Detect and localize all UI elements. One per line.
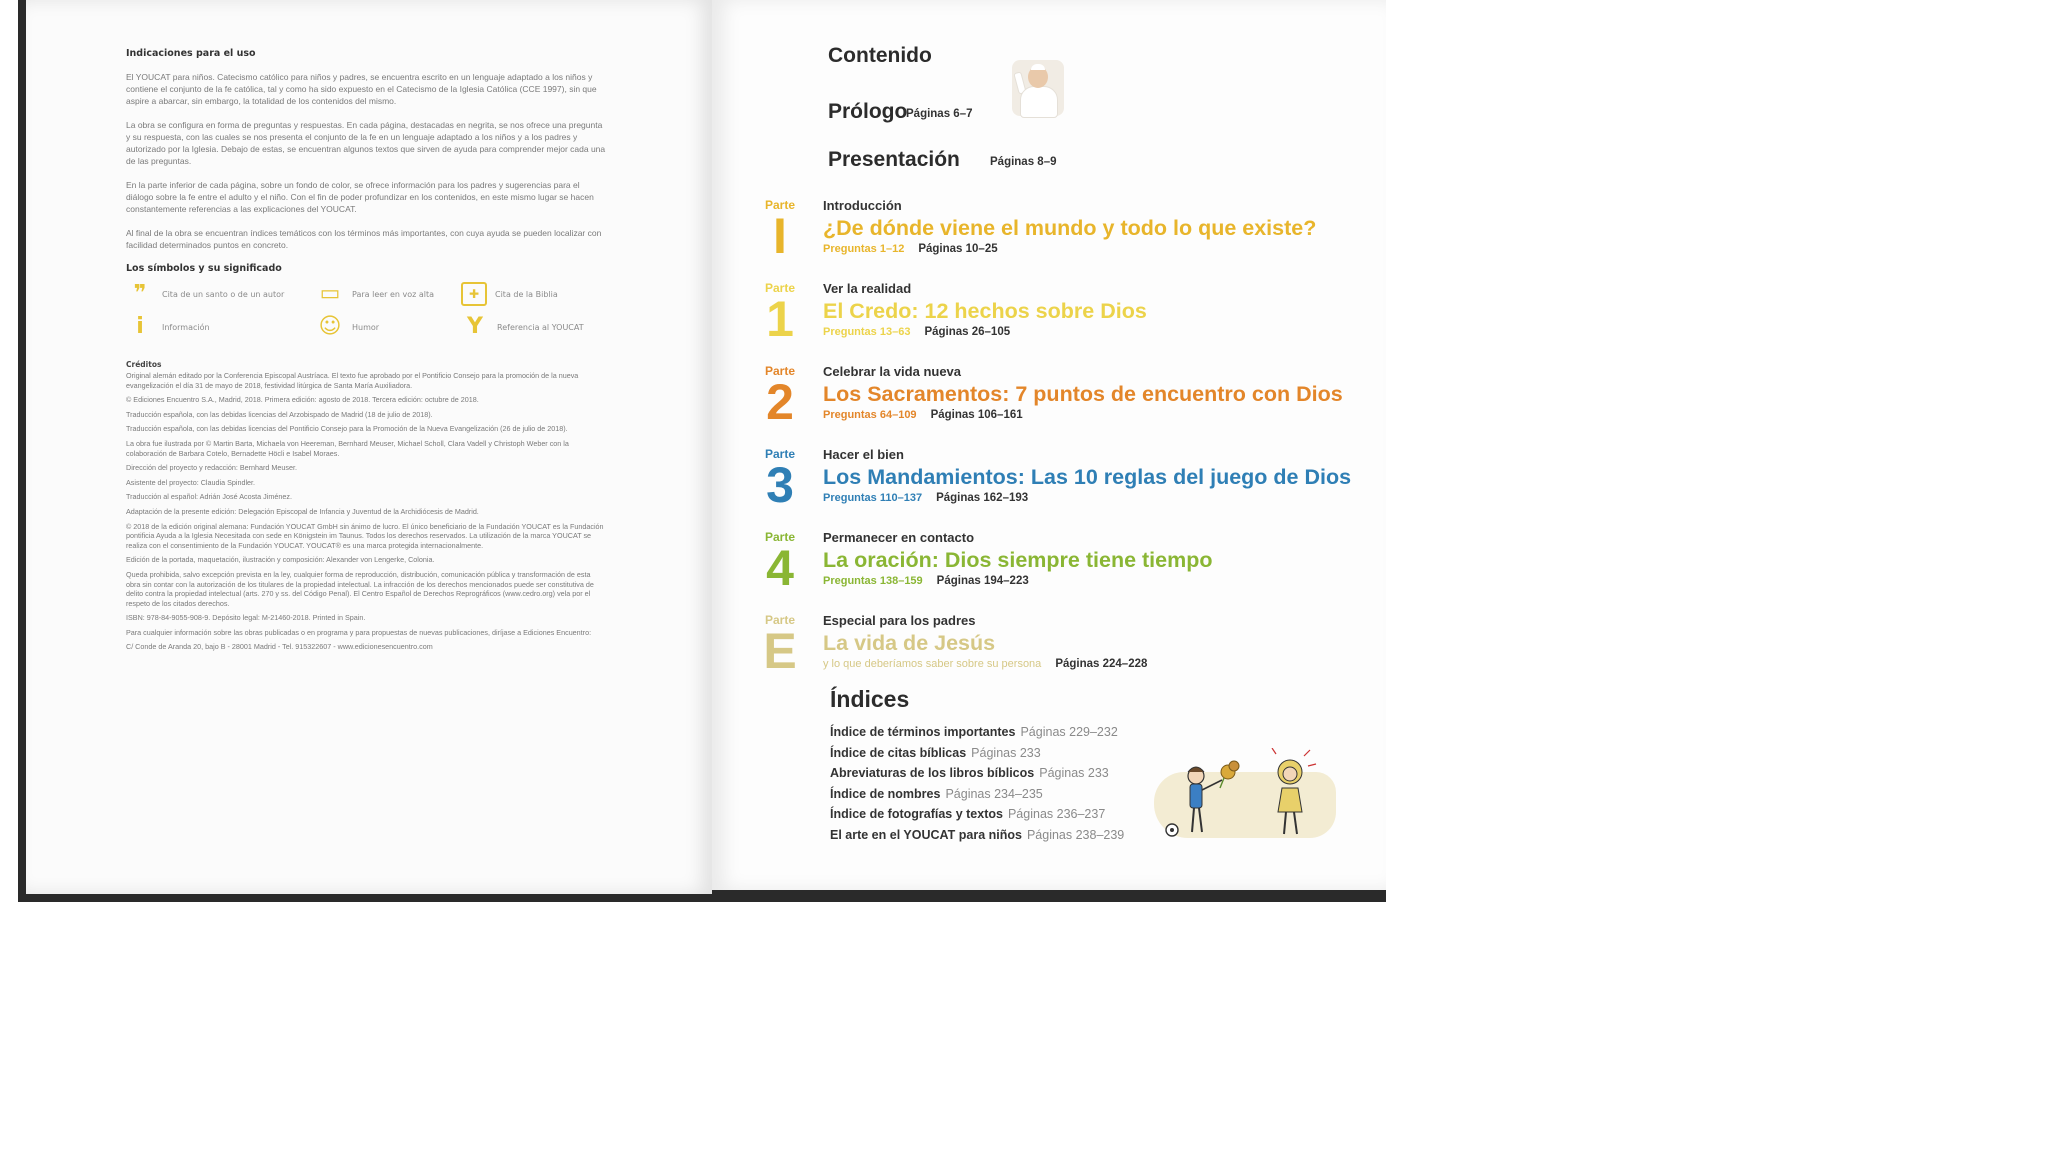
- symbols-title: Los símbolos y su significado: [126, 263, 282, 274]
- index-item[interactable]: [830, 743, 1124, 764]
- index-pages: Páginas 234–235: [945, 786, 1043, 801]
- part-entry[interactable]: [760, 198, 1380, 278]
- credits-line: Queda prohibida, salvo excepción prevista en la ley, cualquier forma de reproducción, distribución, comunicación pública y transformación de esta obra sin contar con la autorización de los titulares de la propiedad intelectual. La infracción de los derechos mencionados puede ser constitutiva de delito contra la propiedad intelectual (arts. 270 y ss. del Código Penal). El Centro Español de Derechos Reprográficos (www.cedro.org) vela por el respeto de los citados derechos.: [126, 569, 594, 608]
- index-name: Índice de fotografías y textos: [830, 807, 1003, 821]
- credits-line: Asistente del proyecto: Claudia Spindler.: [126, 477, 256, 487]
- presentation-title[interactable]: Presentación: [828, 148, 960, 171]
- credits-line: Edición de la portada, maquetación, ilustración y composición: Alexander von Lengerke, Colonia.: [126, 555, 435, 565]
- part-questions: Preguntas 110–137: [823, 492, 923, 504]
- index-pages: Páginas 236–237: [1007, 807, 1106, 821]
- index-pages: Páginas 238–239: [1026, 827, 1125, 842]
- part-number: E: [763, 623, 797, 679]
- credits-line: Adaptación de la presente edición: Delegación Episcopal de Infancia y Juventud de la Archidiócesis de Madrid.: [126, 506, 479, 516]
- index-name: El arte en el YOUCAT para niños: [830, 827, 1022, 842]
- part-number: 4: [766, 540, 794, 596]
- symbol-label: Cita de la Biblia: [495, 289, 558, 299]
- usage-paragraph: Al final de la obra se encuentran índices temáticos con los términos más importantes, con cuya ayuda se pueden localizar con facilidad determinados puntos en concreto.: [126, 228, 602, 250]
- presentation-pages: Páginas 8–9: [990, 156, 1057, 168]
- symbol-label: Cita de un santo o de un autor: [162, 289, 285, 299]
- symbol-item: [316, 316, 461, 338]
- part-entry[interactable]: [760, 530, 1380, 610]
- part-pages: Páginas 26–105: [924, 326, 1011, 338]
- kids-illustration: [1144, 748, 1340, 842]
- credits-title: Créditos: [126, 360, 162, 369]
- credits-line: Traducción española, con las debidas licencias del Arzobispado de Madrid (18 de julio de 2018).: [126, 409, 433, 419]
- index-name: Índice de citas bíblicas: [830, 745, 967, 760]
- part-number: 3: [766, 457, 794, 513]
- bible-icon: ✚: [461, 282, 487, 306]
- index-pages: Páginas 229–232: [1020, 725, 1118, 739]
- credits-line: © Ediciones Encuentro S.A., Madrid, 2018. Primera edición: agosto de 2018. Tercera edición: octubre de 2018.: [126, 395, 479, 405]
- usage-notes: [126, 48, 606, 657]
- pope-photo: [1012, 60, 1064, 116]
- part-label: Parte: [764, 530, 796, 544]
- indices-list: [830, 722, 1124, 845]
- symbol-label: Para leer en voz alta: [352, 289, 435, 299]
- part-questions: Preguntas 138–159: [823, 575, 923, 587]
- usage-heading: Indicaciones para el uso: [126, 48, 256, 59]
- part-pages: Páginas 224–228: [1055, 658, 1148, 670]
- part-number: I: [773, 208, 787, 264]
- part-title[interactable]: ¿De dónde viene el mundo y todo lo que existe?: [823, 216, 1317, 240]
- part-questions: Preguntas 1–12: [823, 243, 905, 255]
- part-entry[interactable]: [760, 447, 1380, 527]
- index-name: Abreviaturas de los libros bíblicos: [830, 766, 1035, 780]
- credits-line: © 2018 de la edición original alemana: Fundación YOUCAT GmbH sin ánimo de lucro. El único beneficiario de la Fundación YOUCAT es la Fundación pontificia Ayuda a la Iglesia Necesitada con sede en Königstein im Taunus. Todos los derechos reservados. La utilización de la marca YOUCAT se realiza con el consentimiento de la Fundación YOUCAT. YOUCAT® es una marca protegida internacionalmente.: [126, 521, 604, 550]
- symbols-legend: [126, 282, 606, 338]
- left-page: [26, 0, 712, 894]
- humor-icon: ☺: [318, 314, 342, 339]
- part-meta: [823, 243, 998, 255]
- prologue-pages: Páginas 6–7: [906, 108, 973, 120]
- index-item[interactable]: [830, 763, 1124, 784]
- part-title[interactable]: El Credo: 12 hechos sobre Dios: [823, 299, 1147, 323]
- part-pages: Páginas 106–161: [930, 409, 1023, 421]
- symbol-item: [461, 316, 601, 338]
- prologue-title[interactable]: Prólogo: [828, 100, 908, 123]
- part-label: Parte: [764, 447, 796, 461]
- part-subtitle: Celebrar la vida nueva: [823, 364, 962, 379]
- book-spread: [18, 0, 1386, 902]
- usage-paragraph: En la parte inferior de cada página, sobre un fondo de color, se ofrece información para los padres y sugerencias para el diálogo sobre la fe entre el adulto y el niño. Con el fin de poder profundizar en los contenidos, en este mismo lugar se hacen constantemente referencias a las explicaciones del YOUCAT.: [126, 180, 594, 214]
- part-label: Parte: [764, 198, 796, 212]
- symbol-item: [316, 282, 461, 306]
- part-subtitle: Permanecer en contacto: [823, 530, 975, 545]
- right-page: [712, 0, 1386, 890]
- contents-title: Contenido: [828, 44, 932, 67]
- index-item[interactable]: [830, 784, 1124, 805]
- credits-line: Para cualquier información sobre las obras publicadas o en programa y para propuestas de nuevas publicaciones, diríjase a Ediciones Encuentro:: [126, 627, 592, 637]
- book-icon: ▭: [319, 281, 341, 306]
- part-title[interactable]: La vida de Jesús: [823, 631, 996, 655]
- symbol-item: [126, 316, 316, 338]
- part-entry[interactable]: [760, 613, 1380, 693]
- credits-line: La obra fue ilustrada por © Martin Barta, Michaela von Heereman, Bernhard Meuser, Michael Scholl, Clara Vadell y Christoph Weber con la colaboración de Barbara Cotelo, Bernadette Höcli e Isabel Moraes.: [126, 438, 569, 458]
- part-title[interactable]: La oración: Dios siempre tiene tiempo: [823, 548, 1213, 572]
- part-meta: [823, 326, 1010, 338]
- info-icon: i: [136, 314, 144, 339]
- credits-line: Dirección del proyecto y redacción: Bernhard Meuser.: [126, 463, 297, 473]
- part-meta: [823, 409, 1023, 421]
- youcat-icon: Y: [467, 314, 483, 339]
- table-of-contents: [712, 0, 1386, 890]
- part-questions: y lo que deberíamos saber sobre su persona: [823, 658, 1042, 670]
- part-pages: Páginas 10–25: [918, 243, 998, 255]
- part-title[interactable]: Los Mandamientos: Las 10 reglas del juego de Dios: [823, 465, 1352, 489]
- credits-line: ISBN: 978-84-9055-908-9. Depósito legal: M-21460-2018. Printed in Spain.: [126, 613, 366, 623]
- quote-icon: ❞: [133, 281, 147, 306]
- part-subtitle: Hacer el bien: [823, 447, 904, 462]
- part-meta: [823, 575, 1029, 587]
- symbol-label: Referencia al YOUCAT: [497, 322, 584, 332]
- indices-title: Índices: [830, 686, 910, 712]
- part-subtitle: Ver la realidad: [823, 281, 912, 296]
- part-meta: [823, 658, 1147, 670]
- index-item[interactable]: [830, 804, 1124, 825]
- part-questions: Preguntas 64–109: [823, 409, 917, 421]
- part-subtitle: Especial para los padres: [823, 613, 976, 628]
- symbol-label: Humor: [352, 322, 380, 332]
- part-pages: Páginas 194–223: [936, 575, 1029, 587]
- index-name: Índice de nombres: [830, 786, 941, 801]
- part-label: Parte: [764, 281, 796, 295]
- part-entry[interactable]: [760, 364, 1380, 444]
- index-pages: Páginas 233: [1039, 766, 1109, 780]
- credits-line: C/ Conde de Aranda 20, bajo B - 28001 Madrid - Tel. 915322607 - www.edicionesencuentro.com: [126, 642, 433, 652]
- usage-paragraph: El YOUCAT para niños. Catecismo católico para niños y padres, se encuentra escrito en un lenguaje adaptado a los niños y contiene el conjunto de la fe católica, tal y como ha sido expuesto en el Catecismo de la Iglesia Católica (CCE 1997), sin que aspire a abarcar, sin embargo, la totalidad de los contenidos del mismo.: [126, 72, 597, 106]
- part-label: Parte: [764, 364, 796, 378]
- part-questions: Preguntas 13–63: [823, 326, 911, 338]
- part-number: 1: [766, 291, 794, 347]
- usage-paragraph: La obra se configura en forma de preguntas y respuestas. En cada página, destacadas en negrita, se nos ofrece una pregunta y su respuesta, con las cuales se nos presenta el conjunto de la fe en un lenguaje adaptado a los niños y a los padres y autorizado por la Iglesia. Debajo de estas, se encuentran algunos textos que sirven de ayuda para comprender mejor cada una de las preguntas.: [126, 120, 606, 166]
- index-pages: Páginas 233: [971, 745, 1041, 760]
- credits-line: Traducción española, con las debidas licencias del Pontificio Consejo para la Promoción de la Nueva Evangelización (26 de julio de 2018).: [126, 424, 568, 434]
- children-drawing: [1144, 748, 1340, 842]
- part-entry[interactable]: [760, 281, 1380, 361]
- part-number: 2: [766, 374, 794, 430]
- part-title[interactable]: Los Sacramentos: 7 puntos de encuentro con Dios: [823, 382, 1343, 406]
- symbol-label: Información: [162, 322, 210, 332]
- index-item[interactable]: [830, 722, 1124, 743]
- symbol-item: [126, 282, 316, 306]
- part-pages: Páginas 162–193: [936, 492, 1029, 504]
- part-meta: [823, 492, 1028, 504]
- index-item[interactable]: [830, 825, 1124, 846]
- symbol-item: [461, 282, 601, 306]
- part-subtitle: Introducción: [823, 198, 902, 213]
- credits-line: Original alemán editado por la Conferencia Episcopal Austríaca. El texto fue aprobado por el Pontificio Consejo para la promoción de la nueva evangelización el día 31 de mayo de 2018, festividad litúrgica de Santa María Auxiliadora.: [126, 371, 579, 390]
- index-name: Índice de términos importantes: [830, 725, 1016, 739]
- credits-line: Traducción al español: Adrián José Acosta Jiménez.: [126, 492, 292, 502]
- part-label: Parte: [764, 613, 796, 627]
